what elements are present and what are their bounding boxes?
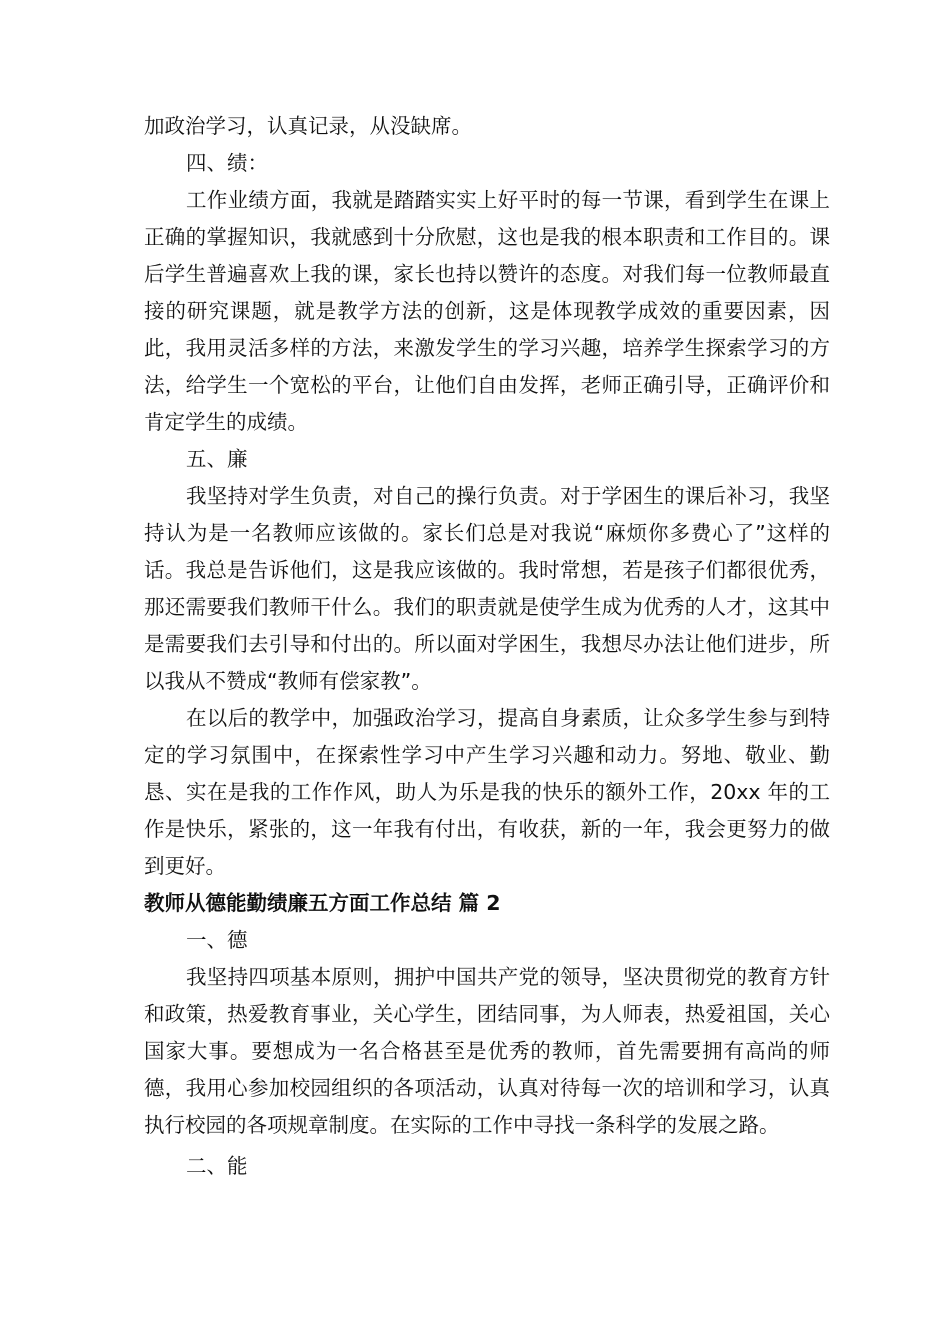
paragraph-morality: 我坚持四项基本原则，拥护中国共产党的领导，坚决贯彻党的教育方针和政策，热爱教育事业，关心学生，团结同事，为人师表，热爱祖国，关心国家大事。要想成为一名合格甚至是优秀的教师，首先需要拥有高尚的师德，我用心参加校园组织的各项活动，认真对待每一次的培训和学习，认真执行校园的各项规章制度。在实际的工作中寻找一条科学的发展之路。: [144, 965, 830, 1137]
document-body: [144, 108, 830, 1185]
paragraph-future-teaching: 在以后的教学中，加强政治学习，提高自身素质，让众多学生参与到特定的学习氛围中，在探索性学习中产生学习兴趣和动力。努地、敬业、勤恳、实在是我的工作作风，助人为乐是我的快乐的额外工作，20xx 年的工作是快乐，紧张的，这一年我有付出，有收获，新的一年，我会更努力的做到更好。: [144, 706, 830, 878]
paragraph-continuation: 加政治学习，认真记录，从没缺席。: [144, 114, 472, 138]
section-heading-lian: 五、廉: [186, 447, 248, 471]
section-heading-de: 一、德: [186, 928, 248, 952]
section-heading-neng: 二、能: [186, 1154, 248, 1178]
paragraph-integrity: 我坚持对学生负责，对自己的操行负责。对于学困生的课后补习，我坚持认为是一名教师应该做的。家长们总是对我说“麻烦你多费心了”这样的话。我总是告诉他们，这是我应该做的。我时常想，若是孩子们都很优秀，那还需要我们教师干什么。我们的职责就是使学生成为优秀的人才，这其中是需要我们去引导和付出的。所以面对学困生，我想尽办法让他们进步，所以我从不赞成“教师有偿家教”。: [144, 484, 830, 693]
article-title-part-2: 教师从德能勤绩廉五方面工作总结 篇 2: [144, 891, 501, 915]
paragraph-work-performance: 工作业绩方面，我就是踏踏实实上好平时的每一节课，看到学生在课上正确的掌握知识，我就感到十分欣慰，这也是我的根本职责和工作目的。课后学生普遍喜欢上我的课，家长也持以赞许的态度。对我们每一位教师最直接的研究课题，就是教学方法的创新，这是体现教学成效的重要因素，因此，我用灵活多样的方法，来激发学生的学习兴趣，培养学生探索学习的方法，给学生一个宽松的平台，让他们自由发挥，老师正确引导，正确评价和肯定学生的成绩。: [144, 188, 830, 434]
section-heading-ji: 四、绩：: [186, 151, 268, 175]
